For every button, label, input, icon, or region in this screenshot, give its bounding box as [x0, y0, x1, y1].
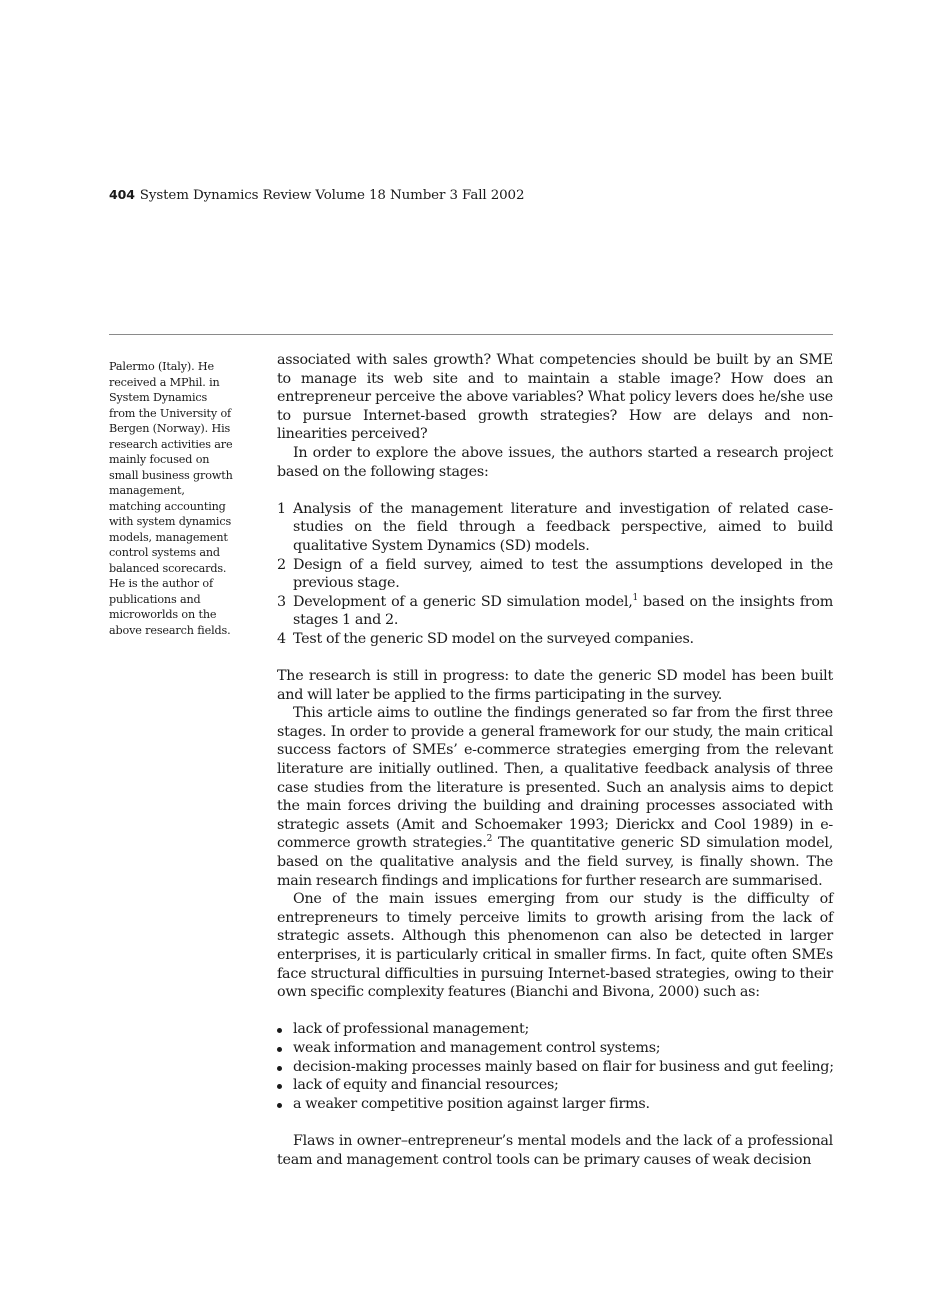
- bullet-text: lack of equity and financial resources;: [293, 1077, 559, 1094]
- paragraph: associated with sales growth? What competencies should be built by an SME to manage its web site and to maintain a stable image? How does an entrepreneur perceive the above variables? What policy levers does he/she use to pursue Internet-based growth strategies? How are delays and non-linearities perceived?: [277, 352, 833, 443]
- bullet-text: decision-making processes mainly based on flair for business and gut feeling;: [293, 1058, 834, 1075]
- spacer: [277, 481, 833, 500]
- stage-number: 2: [277, 556, 286, 573]
- bullet-text: lack of professional management;: [293, 1021, 530, 1038]
- footnote-marker[interactable]: 1: [632, 592, 638, 603]
- paragraph: In order to explore the above issues, the authors started a research project based on the following stages:: [277, 444, 833, 480]
- bullet-item: [277, 1039, 833, 1058]
- stage-text: based on the insights from stages 1 and 2.: [293, 593, 834, 629]
- stage-item: [277, 630, 833, 649]
- bio-line: He is the author of: [109, 577, 213, 590]
- bullet-icon: [277, 1103, 282, 1108]
- bullet-icon: [277, 1028, 282, 1033]
- stage-item: [277, 593, 833, 630]
- bio-line: balanced scorecards.: [109, 561, 227, 575]
- running-head: [109, 187, 524, 203]
- page-number: 404: [109, 187, 135, 202]
- bio-line: models, management: [109, 530, 228, 544]
- main-text-column: [277, 351, 833, 1169]
- bio-line: mainly focused on: [109, 453, 210, 466]
- stage-item: [277, 556, 833, 593]
- bullet-item: [277, 1095, 833, 1114]
- horizontal-rule: [109, 334, 833, 335]
- spacer: [277, 1002, 833, 1021]
- bullet-icon: [277, 1084, 282, 1089]
- spacer: [277, 1113, 833, 1132]
- bullet-text: a weaker competitive position against larger firms.: [293, 1095, 650, 1112]
- bullet-icon: [277, 1066, 282, 1071]
- bio-line: Bergen (Norway). His: [109, 422, 231, 435]
- journal-title: System Dynamics Review Volume 18 Number 3 Fall 2002: [139, 188, 525, 203]
- paragraph: [277, 704, 833, 890]
- bio-line: with system dynamics: [109, 515, 232, 528]
- stage-text: Design of a field survey, aimed to test the assumptions developed in the previous stage.: [293, 556, 833, 592]
- bio-line: System Dynamics: [109, 391, 208, 404]
- bio-line: from the University of: [109, 406, 232, 420]
- paragraph-text: This article aims to outline the findings generated so far from the first three stages. In order to provide a general framework for our study, the main critical success factors of SMEs’ e-commerce strategies emerging from the relevant literature are initially outlined. Then, a qualitative feedback analysis of three case studies from the literature is presented. Such an analysis aims to depict the main forces driving the building and draining processes associated with strategic assets (Amit and Schoemaker 1993; Dierickx and Cool 1989) in e-commerce growth strategies.: [277, 705, 833, 852]
- bio-line: small business growth: [109, 468, 233, 482]
- footnote-marker[interactable]: 2: [486, 834, 493, 845]
- bio-line: received a MPhil. in: [109, 375, 220, 389]
- author-bio-sidebar: [109, 359, 244, 638]
- paragraph-text: The quantitative generic SD simulation model, based on the qualitative analysis and the field survey, is finally shown. The main research findings and implications for further research are summarised.: [277, 835, 833, 889]
- stage-text: Test of the generic SD model on the surveyed companies.: [293, 630, 694, 647]
- bio-line: publications and: [109, 592, 201, 606]
- paragraph: The research is still in progress: to date the generic SD model has been built and will later be applied to the firms participating in the survey.: [277, 668, 833, 703]
- stage-text: Analysis of the management literature and investigation of related case-studies on the field through a feedback perspective, aimed to build qualitative System Dynamics (SD) models.: [293, 500, 833, 554]
- paragraph: One of the main issues emerging from our study is the difficulty of entrepreneurs to timely perceive limits to growth arising from the lack of strategic assets. Although this phenomenon can also be detected in larger enterprises, it is particularly critical in smaller firms. In fact, quite often SMEs face structural difficulties in pursuing Internet-based strategies, owing to their own specific complexity features (Bianchi and Bivona, 2000) such as:: [277, 891, 833, 1001]
- stage-item: [277, 500, 833, 556]
- bio-line: Palermo (Italy). He: [109, 360, 214, 373]
- bio-line: microworlds on the: [109, 608, 217, 621]
- bullet-item: [277, 1020, 833, 1039]
- bio-line: control systems and: [109, 546, 220, 559]
- stage-number: 1: [277, 500, 286, 517]
- paragraph: Flaws in owner–entrepreneur’s mental models and the lack of a professional team and management control tools can be primary causes of weak decision: [277, 1132, 833, 1168]
- bullet-list: [277, 1020, 833, 1113]
- bullet-icon: [277, 1047, 282, 1052]
- stage-number: 4: [277, 630, 286, 647]
- bullet-item: [277, 1058, 833, 1077]
- stage-text: Development of a generic SD simulation model,: [293, 593, 633, 610]
- bio-line: research activities are: [109, 437, 233, 451]
- stages-list: [277, 500, 833, 649]
- bio-line: above research fields.: [109, 623, 231, 637]
- bio-line: matching accounting: [109, 499, 226, 513]
- bullet-item: [277, 1076, 833, 1095]
- bullet-text: weak information and management control systems;: [293, 1039, 661, 1056]
- bio-line: management,: [109, 484, 185, 497]
- spacer: [277, 649, 833, 668]
- stage-number: 3: [277, 593, 286, 610]
